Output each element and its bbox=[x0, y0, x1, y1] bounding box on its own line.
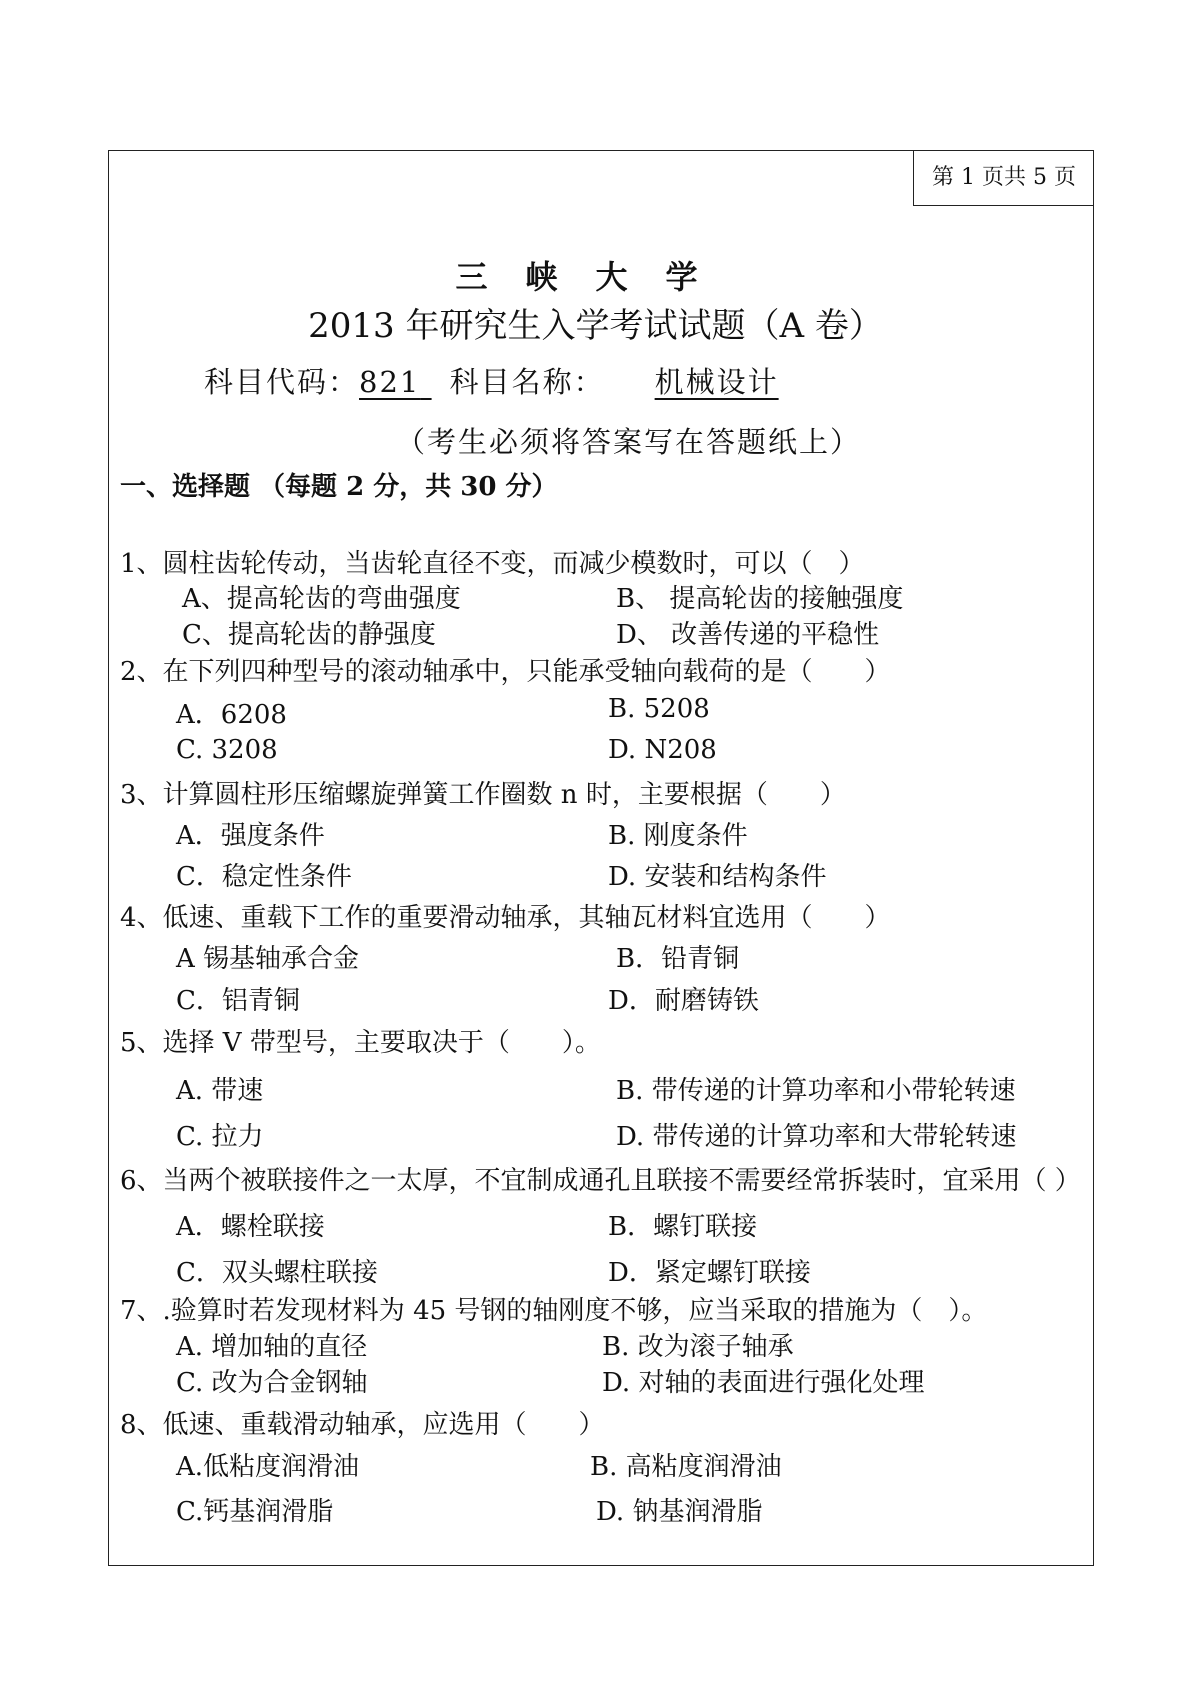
option-c: C．稳定性条件 bbox=[176, 862, 352, 892]
option-a: A 锡基轴承合金 bbox=[176, 944, 360, 974]
option-d: D．紧定螺钉联接 bbox=[608, 1258, 811, 1288]
option-a: A．6208 bbox=[176, 700, 287, 730]
subject-line bbox=[204, 360, 829, 401]
option-c: C.钙基润滑脂 bbox=[176, 1497, 334, 1527]
option-d: D. 安装和结构条件 bbox=[608, 862, 827, 892]
option-b: B. 高粘度润滑油 bbox=[590, 1452, 782, 1482]
option-c: C．双头螺柱联接 bbox=[176, 1258, 378, 1288]
option-b: B．螺钉联接 bbox=[608, 1212, 758, 1242]
option-a: A．螺栓联接 bbox=[176, 1212, 325, 1242]
option-b: B. 刚度条件 bbox=[608, 821, 748, 851]
question-stem: 8、低速、重载滑动轴承，应选用（ ） bbox=[120, 1410, 605, 1440]
page-indicator: 第 1 页共 5 页 bbox=[913, 150, 1094, 206]
option-a: A．强度条件 bbox=[176, 821, 325, 851]
question-stem: 1、圆柱齿轮传动，当齿轮直径不变，而减少模数时，可以（ ） bbox=[120, 549, 865, 579]
option-b: B．铅青铜 bbox=[616, 944, 740, 974]
subject-name-label: 科目名称： bbox=[449, 365, 605, 399]
option-c: C、提高轮齿的静强度 bbox=[182, 620, 436, 650]
option-a: A.低粘度润滑油 bbox=[176, 1452, 360, 1482]
question-stem: 4、低速、重载下工作的重要滑动轴承，其轴瓦材料宜选用（ ） bbox=[120, 903, 891, 933]
option-c: C. 改为合金钢轴 bbox=[176, 1368, 368, 1398]
option-a: A、提高轮齿的弯曲强度 bbox=[182, 584, 461, 614]
option-b: B、 提高轮齿的接触强度 bbox=[616, 584, 904, 614]
option-c: C. 拉力 bbox=[176, 1122, 264, 1152]
question-stem: 6、当两个被联接件之一太厚，不宜制成通孔且联接不需要经常拆装时，宜采用（ ） bbox=[120, 1166, 1081, 1196]
option-c: C．铝青铜 bbox=[176, 986, 300, 1016]
option-c: C. 3208 bbox=[176, 735, 278, 765]
option-b: B. 带传递的计算功率和小带轮转速 bbox=[616, 1076, 1016, 1106]
option-d: D、 改善传递的平稳性 bbox=[616, 620, 880, 650]
option-a: A. 带速 bbox=[176, 1076, 264, 1106]
question-stem: 3、计算圆柱形压缩螺旋弹簧工作圈数 n 时，主要根据（ ） bbox=[120, 780, 846, 810]
subject-code: 821 bbox=[359, 365, 421, 399]
option-d: D. 钠基润滑脂 bbox=[596, 1497, 763, 1527]
university-name: 三峡大学 bbox=[455, 258, 736, 296]
question-stem: 2、在下列四种型号的滚动轴承中，只能承受轴向载荷的是（ ） bbox=[120, 657, 891, 687]
question-stem: 5、选择 V 带型号，主要取决于（ ）。 bbox=[120, 1028, 601, 1058]
question-stem: 7、.验算时若发现材料为 45 号钢的轴刚度不够，应当采取的措施为（ ）。 bbox=[120, 1296, 988, 1326]
subject-name: 机械设计 bbox=[654, 365, 779, 399]
option-d: D. N208 bbox=[608, 735, 717, 765]
option-d: D. 带传递的计算功率和大带轮转速 bbox=[616, 1122, 1017, 1152]
exam-title: 2013 年研究生入学考试试题（A 卷） bbox=[308, 306, 883, 346]
section-title: 一、选择题 （每题 2 分，共 30 分） bbox=[120, 472, 558, 502]
option-d: D. 对轴的表面进行强化处理 bbox=[602, 1368, 925, 1398]
option-b: B. 改为滚子轴承 bbox=[602, 1332, 794, 1362]
exam-notice: （考生必须将答案写在答题纸上） bbox=[396, 425, 862, 459]
option-b: B. 5208 bbox=[608, 694, 710, 724]
subject-code-label: 科目代码： bbox=[204, 365, 360, 399]
option-a: A. 增加轴的直径 bbox=[176, 1332, 368, 1362]
option-d: D．耐磨铸铁 bbox=[608, 986, 759, 1016]
